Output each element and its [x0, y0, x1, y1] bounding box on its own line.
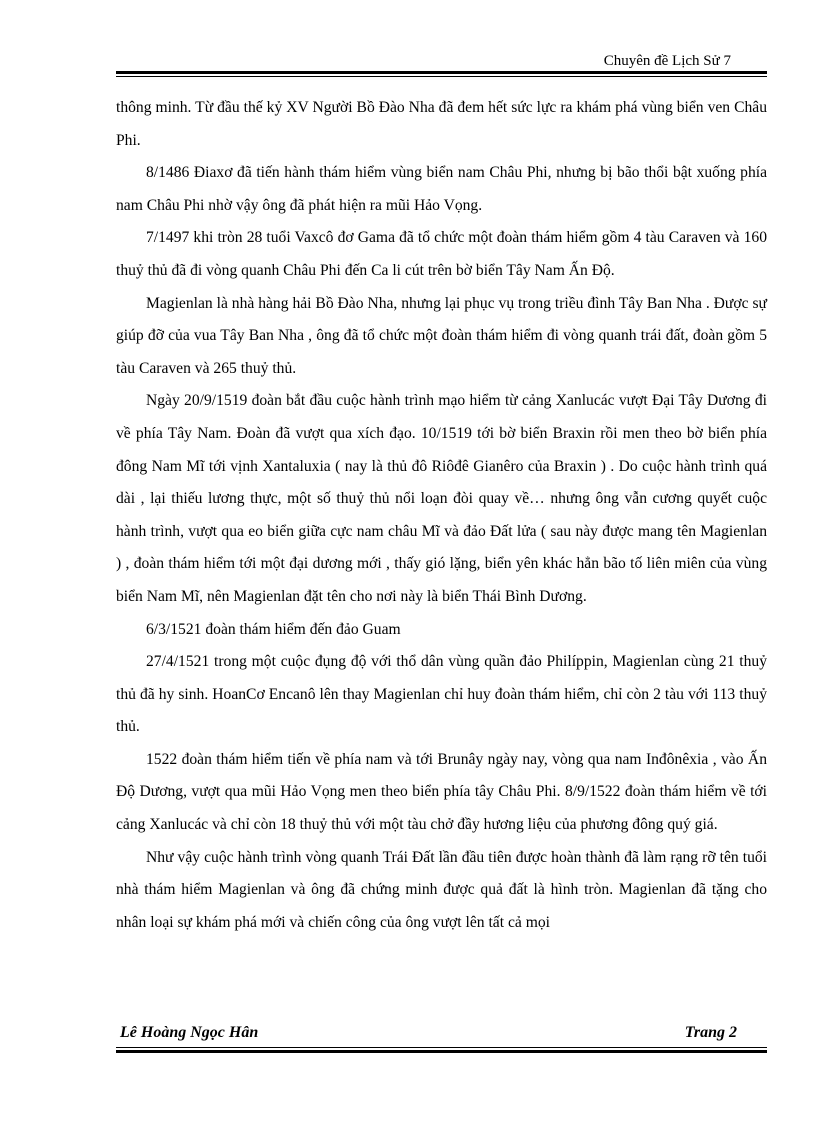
paragraph: 1522 đoàn thám hiểm tiến về phía nam và tới Brunây ngày nay, vòng qua nam Inđônêxia , vào Ấn Độ Dương, vượt qua mũi Hảo Vọng men theo biển phía tây Châu Phi. 8/9/1522 đoàn thám hiểm về tới cảng Xanlucác và chỉ còn 18 thuỷ thủ với một tàu chở đầy hương liệu của phương đông quý giá. [116, 750, 767, 834]
header-title: Chuyên đề Lịch Sử 7 [603, 53, 731, 69]
paragraph: 7/1497 khi tròn 28 tuổi Vaxcô đơ Gama đã tổ chức một đoàn thám hiểm gồm 4 tàu Caraven và 160 thuỷ thủ đã đi vòng quanh Châu Phi đến Ca li cút trên bờ biển Tây Nam Ấn Độ. [116, 229, 767, 279]
paragraph: 27/4/1521 trong một cuộc đụng độ với thổ dân vùng quần đảo Philíppin, Magienlan cùng 21 thuỷ thủ đã hy sinh. HoanCơ Encanô lên thay Magienlan chỉ huy đoàn thám hiểm, chỉ còn 2 tàu với 113 thuỷ thủ. [116, 653, 767, 736]
paragraph: 8/1486 Điaxơ đã tiến hành thám hiểm vùng biển nam Châu Phi, nhưng bị bão thổi bật xuống phía nam Châu Phi nhờ vậy ông đã phát hiện ra mũi Hảo Vọng. [116, 164, 767, 214]
paragraph: Ngày 20/9/1519 đoàn bắt đầu cuộc hành trình mạo hiểm từ cảng Xanlucác vượt Đại Tây Dương đi về phía Tây Nam. Đoàn đã vượt qua xích đạo. 10/1519 tới bờ biển Braxin rồi men theo bờ biển phía đông Nam Mĩ tới vịnh Xantaluxia ( nay là thủ đô Riôđê Gianêro của Braxin ) . Do cuộc hành trình quá dài , lại thiếu lương thực, một số thuỷ thủ nổi loạn đòi quay về… nhưng ông vẫn cương quyết cuộc hành trình, vượt qua eo biển giữa cực nam châu Mĩ và đảo Đất lửa ( sau này được mang tên Magienlan ) , đoàn thám hiểm tới một đại dương mới , thấy gió lặng, biển yên khác hẳn bão tố liên miên của vùng biển Nam Mĩ, nên Magienlan đặt tên cho nơi này là biển Thái Bình Dương. [116, 392, 767, 605]
body-text [116, 92, 767, 939]
header-rule-thin [116, 76, 767, 77]
footer-rule-thin [116, 1047, 767, 1048]
footer-author: Lê Hoàng Ngọc Hân [120, 1024, 259, 1041]
footer-rule-thick [116, 1050, 767, 1053]
paragraph: 6/3/1521 đoàn thám hiểm đến đảo Guam [146, 620, 401, 638]
paragraph: Như vậy cuộc hành trình vòng quanh Trái Đất lần đầu tiên được hoàn thành đã làm rạng rỡ tên tuổi nhà thám hiểm Magienlan và ông đã chứng minh được quả đất là hình tròn. Magienlan đã tặng cho nhân loại sự khám phá mới và chiến công của ông vượt lên tất cả mọi [116, 848, 767, 931]
footer-page-number: Trang 2 [684, 1024, 737, 1041]
header-rule-thick [116, 71, 767, 74]
paragraph: thông minh. Từ đầu thế kỷ XV Người Bồ Đào Nha đã đem hết sức lực ra khám phá vùng biển ven Châu Phi. [116, 99, 767, 149]
paragraph: Magienlan là nhà hàng hải Bồ Đào Nha, nhưng lại phục vụ trong triều đình Tây Ban Nha . Được sự giúp đỡ của vua Tây Ban Nha , ông đã tổ chức một đoàn thám hiểm đi vòng quanh trái đất, đoàn gồm 5 tàu Caraven và 265 thuỷ thủ. [116, 294, 767, 377]
